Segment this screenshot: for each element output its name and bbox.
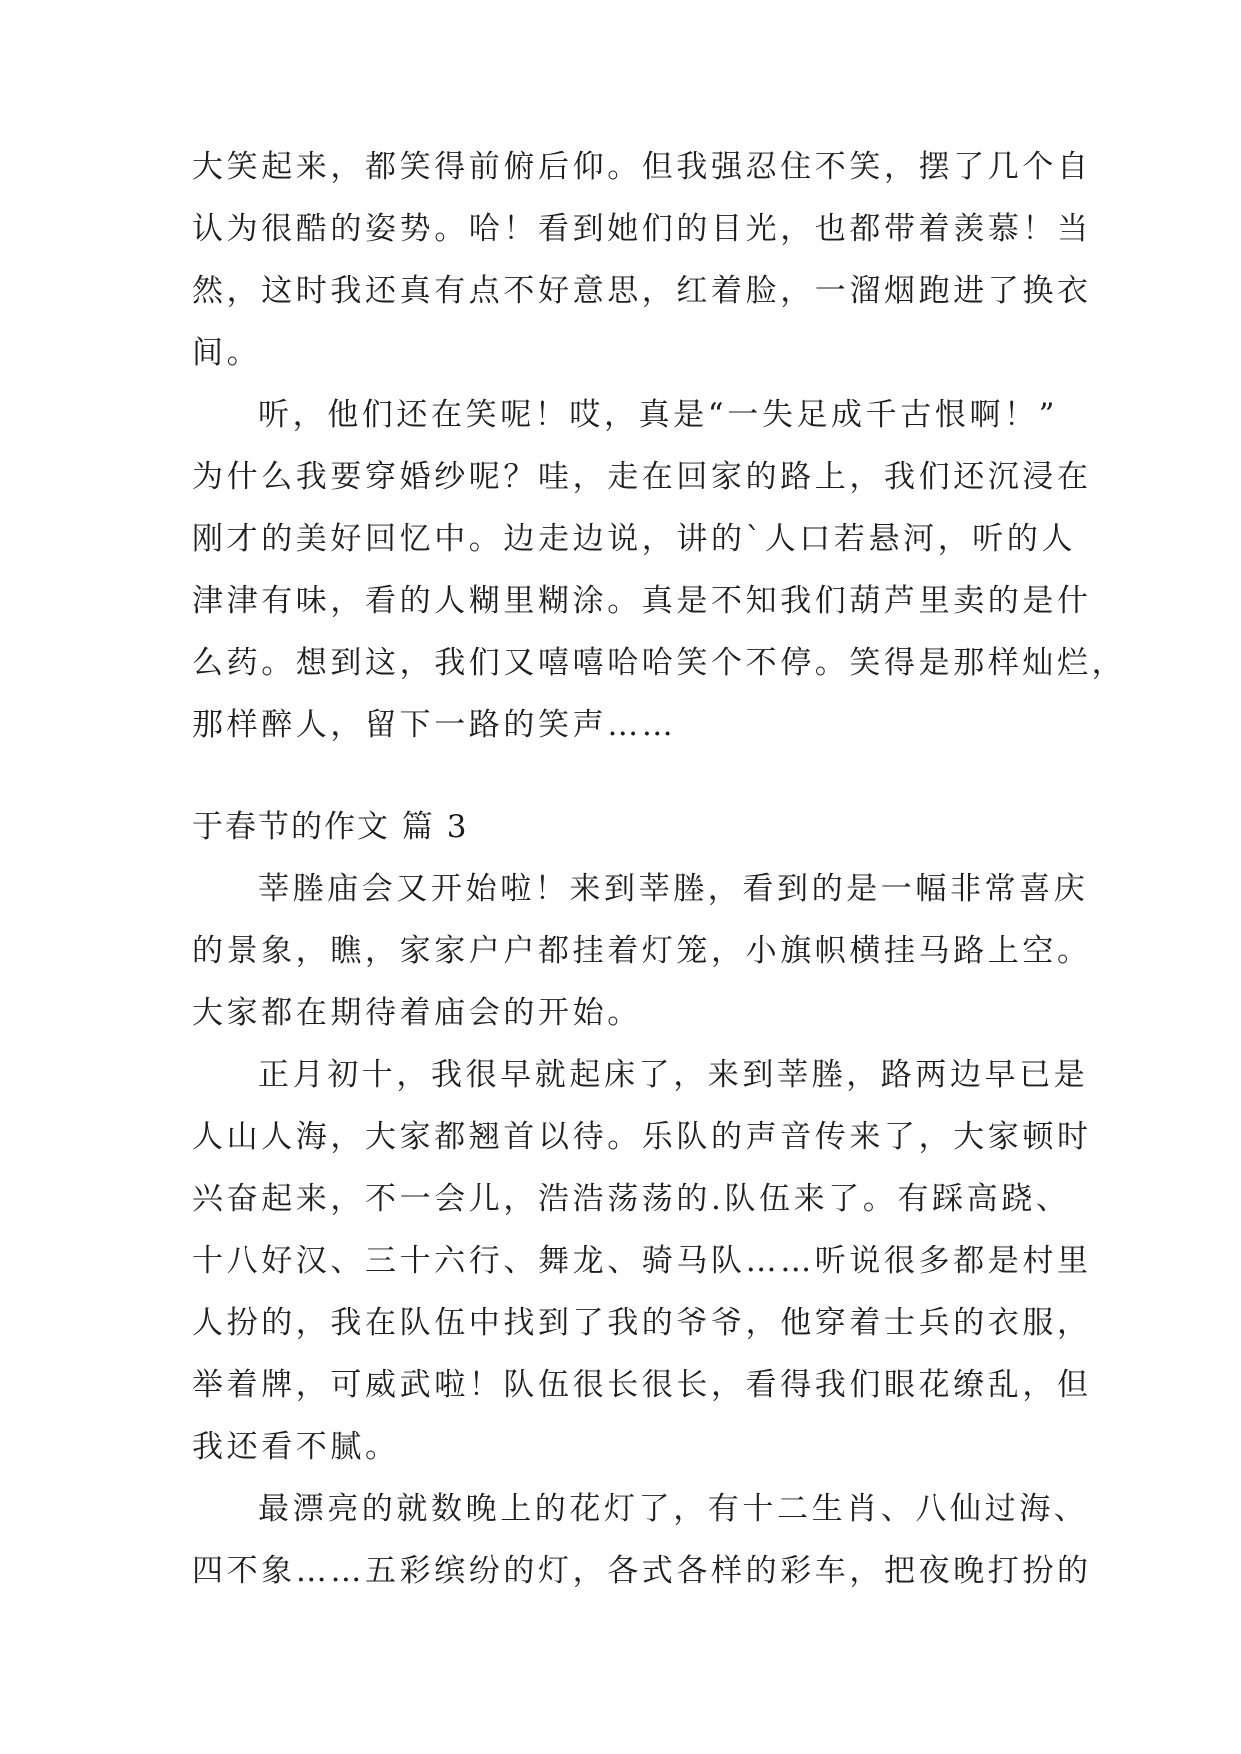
paragraph-line: 大家都在期待着庙会的开始。 [192,995,642,1031]
paragraph-line: 大笑起来，都笑得前俯后仰。但我强忍住不笑，摆了几个自 [192,149,1092,185]
paragraph-line: 么药。想到这，我们又嘻嘻哈哈笑个不停。笑得是那样灿烂， [192,645,1127,681]
paragraph-line: 认为很酷的姿势。哈！看到她们的目光，也都带着羡慕！当 [192,211,1092,247]
paragraph-line: 莘塍庙会又开始啦！来到莘塍，看到的是一幅非常喜庆 [258,871,1089,907]
paragraph-line: 听，他们还在笑呢！哎，真是“一失足成千古恨啊！” [258,397,1059,433]
paragraph-line: 正月初十，我很早就起床了，来到莘塍，路两边早已是 [258,1057,1089,1093]
paragraph-line: 然，这时我还真有点不好意思，红着脸，一溜烟跑进了换衣 [192,273,1092,309]
paragraph-line: 我还看不腻。 [192,1429,400,1465]
paragraph-line: 人山人海，大家都翘首以待。乐队的声音传来了，大家顿时 [192,1119,1092,1155]
paragraph-line: 津津有味，看的人糊里糊涂。真是不知我们葫芦里卖的是什 [192,583,1092,619]
section-heading: 于春节的作文 篇 3 [192,809,469,845]
paragraph-line: 四不象……五彩缤纷的灯，各式各样的彩车，把夜晚打扮的 [192,1553,1092,1589]
paragraph-line: 间。 [192,335,262,371]
paragraph-line: 为什么我要穿婚纱呢？哇，走在回家的路上，我们还沉浸在 [192,459,1092,495]
paragraph-line: 最漂亮的就数晚上的花灯了，有十二生肖、八仙过海、 [258,1491,1089,1527]
paragraph-line: 的景象，瞧，家家户户都挂着灯笼，小旗帜横挂马路上空。 [192,933,1092,969]
paragraph-line: 刚才的美好回忆中。边走边说，讲的`人口若悬河，听的人 [192,521,1077,557]
paragraph-line: 兴奋起来，不一会儿，浩浩荡荡的.队伍来了。有踩高跷、 [192,1181,1071,1217]
paragraph-line: 人扮的，我在队伍中找到了我的爷爷，他穿着士兵的衣服， [192,1305,1092,1341]
paragraph-line: 十八好汉、三十六行、舞龙、骑马队……听说很多都是村里 [192,1243,1092,1279]
paragraph-line: 举着牌，可威武啦！队伍很长很长，看得我们眼花缭乱，但 [192,1367,1092,1403]
paragraph-line: 那样醉人，留下一路的笑声…… [192,707,677,743]
